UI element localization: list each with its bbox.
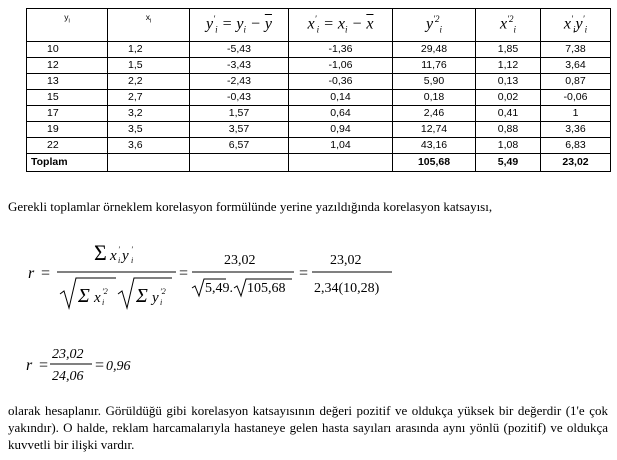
cell-y-sq: 2,46 [393,106,476,122]
cell-y: 17 [27,106,108,122]
table-row [27,58,611,74]
svg-text:=: = [94,357,105,374]
cell-y-dev: -2,43 [190,74,289,90]
conclusion-paragraph: olarak hesaplanır. Görüldüğü gibi korelasyon katsayısının değeri pozitif ve oldukça yüksek bir değerdir (1'e çok yakındır). O halde, reklam harcamalarıyla hastaneye gelen hasta sayıları arasında aynı yönlü (pozitif) ve oldukça kuvvetli bir ilişki vardır. [8,403,608,452]
cell-x-sq: 0,02 [476,90,541,106]
cell-y: 19 [27,122,108,138]
cell-x-sq: 0,88 [476,122,541,138]
cell-x-sq: 1,12 [476,58,541,74]
svg-text:′2: ′2 [160,287,166,296]
cell-x: 2,7 [108,90,190,106]
svg-text:Σ: Σ [136,285,148,307]
total-x-sq: 5,49 [476,154,541,172]
cell-y-sq: 43,16 [393,138,476,154]
cell-x-sq: 1,85 [476,42,541,58]
cell-y: 13 [27,74,108,90]
cell-xy: 3,64 [541,58,611,74]
svg-text:=: = [298,265,309,282]
header-y-dev: $y'_i = y_i - \overline{y}$ [190,9,289,42]
svg-text:y: y [152,290,159,306]
svg-text:x: x [94,290,101,306]
cell-x-dev: -1,06 [289,58,393,74]
svg-text:i: i [160,298,163,307]
header-y: $y_i$ [27,9,108,42]
table-row [27,138,611,154]
cell-y: 10 [27,42,108,58]
formula2-result: 0,96 [106,359,131,374]
total-label: Toplam [27,154,108,172]
formula1-den1 [60,278,172,308]
total-xy: 23,02 [541,154,611,172]
data-table [26,8,611,172]
svg-text:′: ′ [118,245,120,254]
formula2-den: 24,06 [52,369,84,384]
formula1-num1 [94,240,133,265]
table-total-row [27,154,611,172]
svg-text:105,68: 105,68 [247,281,286,296]
cell-y: 15 [27,90,108,106]
table-row [27,74,611,90]
cell-xy: 0,87 [541,74,611,90]
svg-text:i: i [131,256,134,265]
cell-y-sq: 11,76 [393,58,476,74]
svg-text:′2: ′2 [102,287,108,296]
formula1-den3: 2,34(10,28) [314,281,380,296]
total-y-sq: 105,68 [393,154,476,172]
svg-text:i: i [118,256,121,265]
formula1-num3: 23,02 [330,253,362,268]
formula1-num2: 23,02 [224,253,256,268]
cell-x: 1,5 [108,58,190,74]
cell-y-dev: 3,57 [190,122,289,138]
header-y-sq: $y^{'2}_i$ [393,9,476,42]
svg-text:y: y [122,248,129,264]
svg-text:Σ: Σ [94,240,107,265]
table-header-row [27,9,611,42]
svg-text:=: = [40,265,51,282]
cell-y-sq: 12,74 [393,122,476,138]
cell-xy: -0,06 [541,90,611,106]
cell-x-dev: 0,94 [289,122,393,138]
cell-xy: 6,83 [541,138,611,154]
total-empty-xdev [289,154,393,172]
table-row [27,42,611,58]
header-x-dev: $x'_i = x_i - \overline{x}$ [289,9,393,42]
header-x-sq: $x^{'2}_i$ [476,9,541,42]
cell-x-dev: 0,14 [289,90,393,106]
formula1-den2 [192,279,292,296]
cell-x: 1,2 [108,42,190,58]
cell-xy: 7,38 [541,42,611,58]
header-x: $x_i$ [108,9,190,42]
total-empty-x [108,154,190,172]
cell-y-sq: 0,18 [393,90,476,106]
formula2-num: 23,02 [52,347,84,362]
cell-y-sq: 5,90 [393,74,476,90]
cell-xy: 3,36 [541,122,611,138]
cell-x: 3,2 [108,106,190,122]
formula1-lhs: r [28,265,35,282]
formula2-lhs: r [26,357,33,374]
result-formula [20,344,160,388]
cell-y: 22 [27,138,108,154]
cell-x: 3,6 [108,138,190,154]
svg-text:i: i [102,298,105,307]
cell-x-sq: 0,41 [476,106,541,122]
svg-text:x: x [110,248,117,264]
cell-x-sq: 0,13 [476,74,541,90]
cell-y-dev: -0,43 [190,90,289,106]
svg-text:5,49.: 5,49. [205,281,233,296]
cell-y-dev: -3,43 [190,58,289,74]
cell-x-dev: -0,36 [289,74,393,90]
header-xy: $x'_iy'_i$ [541,9,611,42]
cell-y-sq: 29,48 [393,42,476,58]
intro-paragraph: Gerekli toplamlar örneklem korelasyon formülünde yerine yazıldığında korelasyon katsayısı, [8,199,493,214]
svg-text:=: = [38,357,49,374]
cell-x-dev: 1,04 [289,138,393,154]
cell-y-dev: -5,43 [190,42,289,58]
svg-text:=: = [178,265,189,282]
cell-y-dev: 1,57 [190,106,289,122]
cell-x-sq: 1,08 [476,138,541,154]
svg-text:Σ: Σ [78,285,90,307]
table-row [27,106,611,122]
table-row [27,90,611,106]
cell-x-dev: 0,64 [289,106,393,122]
cell-xy: 1 [541,106,611,122]
cell-x: 2,2 [108,74,190,90]
total-empty-ydev [190,154,289,172]
cell-x-dev: -1,36 [289,42,393,58]
cell-y: 12 [27,58,108,74]
svg-text:′: ′ [131,245,133,254]
cell-y-dev: 6,57 [190,138,289,154]
cell-x: 3,5 [108,122,190,138]
correlation-formula [20,232,400,322]
table-row [27,122,611,138]
